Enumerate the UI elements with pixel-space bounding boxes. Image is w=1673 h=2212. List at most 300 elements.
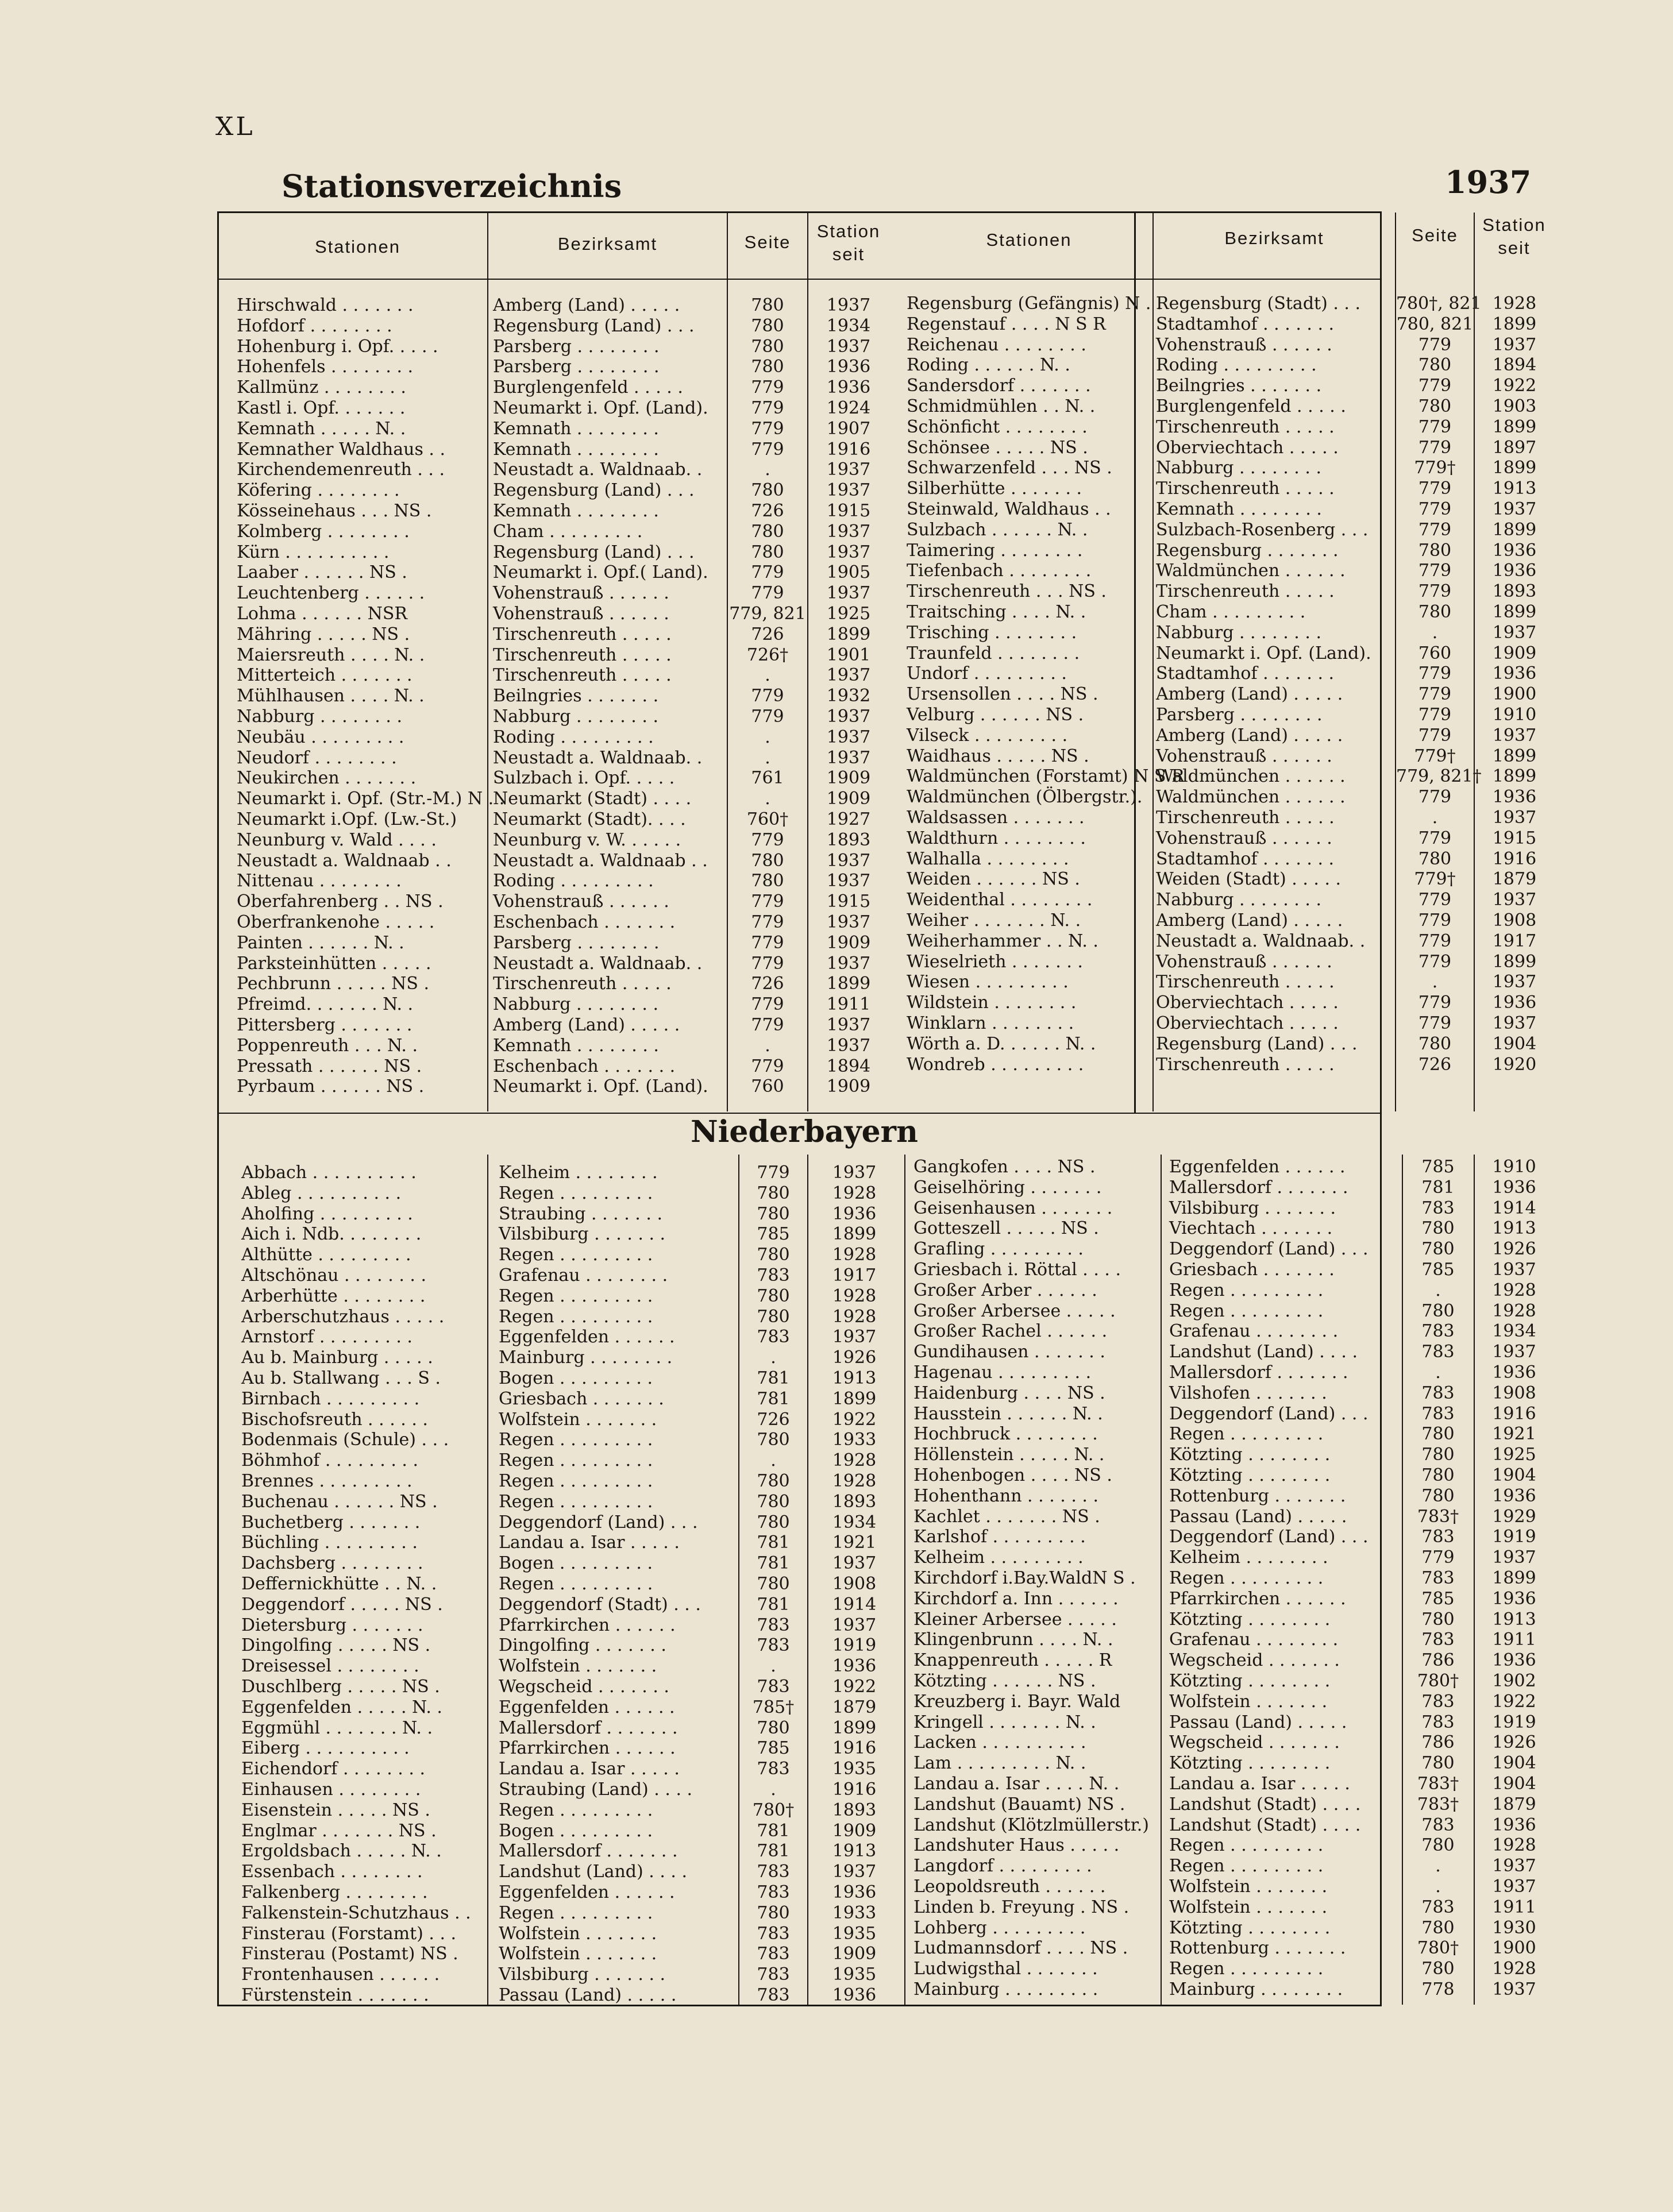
since-year: 1934 [1492, 1321, 1536, 1342]
page-ref: 779 [1418, 684, 1452, 705]
station-name: Hohenburg i. Opf. . . . . [237, 336, 438, 357]
district-name: Griesbach . . . . . . . [1169, 1260, 1335, 1280]
district-name: Kemnath . . . . . . . . [493, 1035, 659, 1056]
since-year: 1879 [832, 1697, 877, 1717]
page-ref: 786 [1421, 1732, 1455, 1753]
station-name: Schwarzenfeld . . . NS . [907, 458, 1112, 478]
page-ref: 779 [1418, 787, 1452, 808]
page-ref: 779 [751, 377, 784, 398]
since-year: 1899 [1492, 519, 1537, 540]
table-row [0, 1301, 1673, 1322]
page-ref: 780 [757, 1285, 790, 1306]
since-year: 1926 [1492, 1239, 1536, 1260]
station-name: Pittersberg . . . . . . . [237, 1015, 413, 1035]
since-year: 1920 [1492, 1054, 1537, 1075]
table-row [0, 1321, 1673, 1342]
page-ref: . [765, 460, 770, 480]
header-stations-left: Stationen [315, 237, 400, 257]
page-ref: 780 [1421, 1239, 1455, 1260]
since-year: 1901 [826, 644, 871, 665]
station-name: Knappenreuth . . . . . R [913, 1650, 1112, 1671]
since-year: 1936 [1492, 1177, 1536, 1198]
page-ref: 779 [751, 891, 784, 912]
station-name: Falkenstein-Schutzhaus . . [241, 1902, 471, 1923]
district-name: Bogen . . . . . . . . . [499, 1553, 653, 1574]
district-name: Regen . . . . . . . . . [1169, 1959, 1324, 1979]
since-year: 1928 [1492, 294, 1537, 314]
station-name: Karlshof . . . . . . . . . [913, 1527, 1086, 1547]
since-year: 1904 [1492, 1753, 1536, 1774]
table-row [0, 541, 1673, 561]
page-ref: 726† [746, 644, 789, 665]
since-year: 1893 [1492, 581, 1537, 602]
district-name: Wolfstein . . . . . . . [499, 1409, 657, 1430]
district-name: Burglengenfeld . . . . . [1156, 396, 1346, 416]
station-name: Kelheim . . . . . . . . . [913, 1547, 1084, 1568]
since-year: 1937 [826, 583, 871, 604]
page-ref: . [1435, 1877, 1441, 1897]
station-name: Waldsassen . . . . . . . [907, 808, 1085, 828]
station-name: Poppenreuth . . . N. . [237, 1035, 418, 1056]
page-ref: 779 [751, 439, 784, 460]
station-name: Kötzting . . . . . . NS . [913, 1671, 1096, 1691]
since-year: 1928 [832, 1306, 877, 1327]
page-ref: 785 [1421, 1157, 1455, 1177]
table-row [0, 1547, 1673, 1568]
table-row [0, 438, 1673, 458]
district-name: Regensburg (Land) . . . [493, 315, 695, 336]
station-name: Großer Arbersee . . . . . [913, 1300, 1116, 1321]
since-year: 1935 [832, 1759, 877, 1779]
station-name: Essenbach . . . . . . . . [241, 1862, 423, 1882]
station-name: Winklarn . . . . . . . . [907, 1013, 1074, 1033]
page-ref: 779 [751, 953, 784, 974]
page-ref: 780 [757, 1574, 790, 1594]
page-ref: 783 [757, 1635, 790, 1656]
page-ref: 781 [757, 1532, 790, 1553]
district-name: Eggenfelden . . . . . . [499, 1697, 675, 1717]
page-ref: 779† [1414, 746, 1456, 766]
table-row [0, 1732, 1673, 1753]
since-year: 1922 [1492, 1691, 1536, 1712]
table-row [0, 314, 1673, 335]
station-name: Schönficht . . . . . . . . [907, 416, 1088, 437]
section-rule [218, 1113, 1380, 1114]
district-name: Nabburg . . . . . . . . [1156, 622, 1321, 643]
page-ref: 780 [1418, 396, 1452, 416]
since-year: 1937 [826, 521, 871, 542]
table-row [0, 396, 1673, 417]
station-name: Höllenstein . . . . . N. . [913, 1445, 1105, 1465]
station-name: Landshut (Bauamt) NS . [913, 1794, 1125, 1815]
page-ref: 780 [1421, 1609, 1455, 1630]
station-name: Landshut (Klötzlmüllerstr.) [913, 1815, 1149, 1835]
station-name: Regensburg (Gefängnis) N . . [907, 294, 1162, 314]
station-name: Abbach . . . . . . . . . . [241, 1163, 417, 1183]
district-name: Vilsbiburg . . . . . . . [499, 1224, 666, 1245]
since-year: 1934 [832, 1512, 877, 1532]
table-row [0, 1650, 1673, 1671]
page-ref: 779 [1418, 993, 1452, 1013]
since-year: 1936 [1492, 1588, 1536, 1609]
district-name: Beilngries . . . . . . . [1156, 376, 1322, 396]
page-ref: 783 [1421, 1383, 1455, 1403]
table-row [0, 355, 1673, 376]
table-row [0, 623, 1673, 643]
since-year: 1907 [826, 418, 871, 439]
district-name: Roding . . . . . . . . . [493, 727, 654, 747]
since-year: 1928 [1492, 1300, 1536, 1321]
station-name: Neustadt a. Waldnaab . . [237, 850, 452, 871]
since-year: 1905 [826, 562, 871, 583]
station-name: Eiberg . . . . . . . . . . [241, 1738, 410, 1759]
district-name: Deggendorf (Land) . . . [1169, 1239, 1369, 1260]
page-ref: 780 [757, 1491, 790, 1512]
since-year: 1919 [1492, 1712, 1536, 1732]
station-name: Kürn . . . . . . . . . . [237, 542, 390, 562]
station-name: Büchling . . . . . . . . . [241, 1532, 418, 1553]
station-name: Falkenberg . . . . . . . . [241, 1882, 428, 1902]
page-ref: 726 [757, 1409, 790, 1430]
district-name: Passau (Land) . . . . . [499, 1985, 677, 2005]
since-year: 1937 [1492, 1856, 1536, 1877]
station-name: Mähring . . . . . NS . [237, 624, 410, 644]
since-year: 1916 [832, 1779, 877, 1800]
district-name: Roding . . . . . . . . . [1156, 355, 1317, 376]
since-year: 1916 [1492, 848, 1537, 869]
station-name: Griesbach i. Röttal . . . . [913, 1260, 1121, 1280]
table-row [0, 1774, 1673, 1794]
page-ref: 781 [757, 1388, 790, 1409]
since-year: 1904 [1492, 1033, 1537, 1054]
page-ref: . [765, 1035, 770, 1056]
station-name: Duschlberg . . . . . NS . [241, 1677, 440, 1697]
since-year: 1937 [826, 871, 871, 891]
station-name: Eisenstein . . . . . NS . [241, 1800, 430, 1820]
station-name: Wildstein . . . . . . . . [907, 993, 1077, 1013]
page-ref: 779 [751, 1056, 784, 1076]
table-row [0, 705, 1673, 725]
district-name: Kemnath . . . . . . . . [1156, 499, 1322, 519]
district-name: Deggendorf (Land) . . . [1169, 1527, 1369, 1547]
district-name: Amberg (Land) . . . . . [1156, 684, 1343, 705]
station-name: Painten . . . . . . N. . [237, 932, 404, 953]
page-ref: 783 [1421, 1321, 1455, 1342]
since-year: 1916 [1492, 1403, 1536, 1424]
district-name: Regen . . . . . . . . . [1169, 1280, 1324, 1300]
since-year: 1922 [1492, 376, 1537, 396]
station-name: Hausstein . . . . . . N. . [913, 1403, 1103, 1424]
page-ref: 783 [757, 1944, 790, 1964]
table-row [0, 458, 1673, 478]
district-name: Tirschenreuth . . . . . [1156, 1054, 1335, 1075]
station-name: Au b. Stallwang . . . S . [241, 1368, 441, 1388]
page-ref: 783 [757, 1862, 790, 1882]
since-year: 1915 [1492, 828, 1537, 848]
district-name: Wegscheid . . . . . . . [1169, 1732, 1340, 1753]
since-year: 1926 [832, 1348, 877, 1368]
page-ref: 779 [1418, 828, 1452, 848]
page-ref: 785 [1421, 1588, 1455, 1609]
district-name: Tirschenreuth . . . . . [1156, 972, 1335, 993]
since-year: 1936 [832, 1656, 877, 1677]
since-year: 1899 [1492, 602, 1537, 622]
station-name: Schmidmühlen . . N. . [907, 396, 1096, 416]
since-year: 1899 [1492, 951, 1537, 972]
since-year: 1928 [832, 1471, 877, 1491]
district-name: Wolfstein . . . . . . . [1169, 1691, 1328, 1712]
district-name: Sulzbach-Rosenberg . . . [1156, 519, 1369, 540]
page-ref: 783† [1417, 1774, 1459, 1794]
since-year: 1913 [832, 1841, 877, 1862]
page-ref: 781 [757, 1553, 790, 1574]
table-row [0, 808, 1673, 828]
page-ref: 779 [1418, 1013, 1452, 1033]
page-ref: 781 [757, 1820, 790, 1841]
page-ref: 785† [752, 1697, 795, 1717]
since-year: 1936 [832, 1985, 877, 2005]
station-name: Neunburg v. Wald . . . . [237, 829, 437, 850]
district-name: Weiden (Stadt) . . . . . [1156, 869, 1342, 890]
district-name: Neunburg v. W. . . . . . [493, 829, 681, 850]
station-name: Leopoldsreuth . . . . . . [913, 1877, 1106, 1897]
since-year: 1936 [826, 357, 871, 377]
since-year: 1937 [826, 336, 871, 357]
district-name: Wegscheid . . . . . . . [1169, 1650, 1340, 1671]
page-ref: 760 [751, 1076, 784, 1097]
station-name: Oberfrankenohe . . . . . [237, 912, 435, 932]
station-name: Dachsberg . . . . . . . . [241, 1553, 423, 1574]
district-name: Tirschenreuth . . . . . [493, 665, 672, 686]
page-ref: 783 [757, 1759, 790, 1779]
page-ref: 780 [757, 1245, 790, 1265]
page-ref: 726 [1418, 1054, 1452, 1075]
station-name: Pfreimd. . . . . . . N. . [237, 994, 414, 1015]
district-name: Vohenstrauß . . . . . . [1156, 828, 1332, 848]
station-name: Arnstorf . . . . . . . . . [241, 1327, 413, 1348]
since-year: 1937 [826, 480, 871, 501]
station-name: Hofdorf . . . . . . . . [237, 315, 392, 336]
since-year: 1937 [826, 1035, 871, 1056]
page-ref: 779 [1418, 376, 1452, 396]
district-name: Wolfstein . . . . . . . [1169, 1897, 1328, 1917]
table-row [0, 952, 1673, 972]
station-name: Kösseinehaus . . . NS . [237, 501, 432, 521]
district-name: Tirschenreuth . . . . . [1156, 581, 1335, 602]
table-row [0, 1568, 1673, 1589]
district-name: Regen . . . . . . . . . [499, 1245, 653, 1265]
page-ref: 780 [1418, 1033, 1452, 1054]
station-name: Frontenhausen . . . . . . [241, 1964, 440, 1985]
page-ref: 783 [1421, 1630, 1455, 1650]
page-ref: 780 [751, 336, 784, 357]
district-name: Parsberg . . . . . . . . [493, 357, 660, 377]
page-ref: . [765, 789, 770, 809]
since-year: 1937 [1492, 1342, 1536, 1362]
district-name: Bogen . . . . . . . . . [499, 1820, 653, 1841]
since-year: 1909 [832, 1944, 877, 1964]
since-year: 1893 [832, 1800, 877, 1820]
since-year: 1913 [1492, 478, 1537, 499]
since-year: 1899 [1492, 416, 1537, 437]
station-name: Reichenau . . . . . . . . [907, 334, 1086, 355]
station-name: Geiselhöring . . . . . . . [913, 1177, 1102, 1198]
since-year: 1936 [1492, 993, 1537, 1013]
district-name: Eggenfelden . . . . . . [499, 1882, 675, 1902]
since-year: 1879 [1492, 869, 1537, 890]
station-name: Kreuzberg i. Bayr. Wald [913, 1691, 1121, 1712]
page-ref: 783 [757, 1985, 790, 2005]
district-name: Regen . . . . . . . . . [499, 1491, 653, 1512]
district-name: Vohenstrauß . . . . . . [493, 604, 669, 624]
district-name: Parsberg . . . . . . . . [493, 336, 660, 357]
page-ref: 779† [1414, 458, 1456, 478]
since-year: 1936 [826, 377, 871, 398]
since-year: 1936 [1492, 787, 1537, 808]
page-ref: 779 [1418, 478, 1452, 499]
since-year: 1937 [826, 850, 871, 871]
district-name: Regen . . . . . . . . . [499, 1430, 653, 1450]
since-year: 1937 [826, 747, 871, 768]
district-name: Rottenburg . . . . . . . [1169, 1938, 1346, 1959]
district-name: Regen . . . . . . . . . [499, 1450, 653, 1471]
page-ref: 779 [1418, 663, 1452, 684]
page-ref: 780 [1418, 355, 1452, 376]
page-ref: . [770, 1779, 776, 1800]
since-year: 1909 [826, 768, 871, 789]
station-name: Einhausen . . . . . . . . [241, 1779, 421, 1800]
since-year: 1921 [832, 1532, 877, 1553]
table-row [0, 1979, 1673, 2000]
since-year: 1928 [832, 1285, 877, 1306]
station-name: Althütte . . . . . . . . . [241, 1245, 411, 1265]
station-name: Waidhaus . . . . . NS . [907, 746, 1089, 766]
page-ref: 780 [757, 1471, 790, 1491]
district-name: Regensburg (Land) . . . [493, 480, 695, 501]
since-year: 1899 [832, 1388, 877, 1409]
since-year: 1928 [1492, 1280, 1536, 1300]
district-name: Stadtamhof . . . . . . . [1156, 848, 1335, 869]
station-name: Wiesen . . . . . . . . . [907, 972, 1069, 993]
since-year: 1910 [1492, 705, 1537, 725]
table-row [0, 1507, 1673, 1527]
page-ref: 785 [757, 1224, 790, 1245]
table-row [0, 1753, 1673, 1774]
table-row [0, 1218, 1673, 1239]
page-ref: 779 [751, 994, 784, 1015]
since-year: 1936 [1492, 1362, 1536, 1383]
table-row [0, 993, 1673, 1013]
district-name: Nabburg . . . . . . . . [1156, 890, 1321, 910]
page-ref: 783 [1421, 1815, 1455, 1835]
table-row [0, 1630, 1673, 1650]
since-year: 1937 [826, 295, 871, 315]
station-name: Kachlet . . . . . . . NS . [913, 1506, 1100, 1527]
since-year: 1937 [826, 665, 871, 686]
station-name: Finsterau (Forstamt) . . . [241, 1923, 457, 1944]
district-name: Vilshofen . . . . . . . [1169, 1383, 1327, 1403]
since-year: 1919 [1492, 1527, 1536, 1547]
station-name: Eggmühl . . . . . . . N. . [241, 1717, 433, 1738]
page-ref: 780 [751, 480, 784, 501]
table-row [0, 1959, 1673, 1979]
district-name: Parsberg . . . . . . . . [1156, 705, 1323, 725]
table-row [0, 1178, 1673, 1198]
district-name: Wegscheid . . . . . . . [499, 1677, 669, 1697]
table-row [0, 849, 1673, 870]
since-year: 1894 [826, 1056, 871, 1076]
since-year: 1916 [832, 1738, 877, 1759]
district-name: Landau a. Isar . . . . . [1169, 1774, 1350, 1794]
district-name: Pfarrkirchen . . . . . . [1169, 1588, 1346, 1609]
district-name: Kötzting . . . . . . . . [1169, 1671, 1331, 1691]
page-ref: 780 [751, 357, 784, 377]
page-ref: 726 [751, 501, 784, 521]
header-page-left: Seite [744, 232, 791, 252]
since-year: 1937 [826, 1015, 871, 1035]
table-row [0, 1692, 1673, 1712]
page-ref: 783 [757, 1677, 790, 1697]
table-row [0, 1856, 1673, 1877]
page-ref: . [1432, 808, 1438, 828]
page-ref: . [1432, 622, 1438, 643]
station-name: Ludwigsthal . . . . . . . [913, 1959, 1098, 1979]
page-ref: 783 [757, 1964, 790, 1985]
since-year: 1904 [1492, 1465, 1536, 1485]
page-ref: 779 [1418, 951, 1452, 972]
page-ref: 781 [757, 1841, 790, 1862]
table-row [0, 1445, 1673, 1465]
station-name: Ludmannsdorf . . . . NS . [913, 1938, 1128, 1959]
table-row [0, 746, 1673, 767]
page-ref: 780 [1421, 1753, 1455, 1774]
since-year: 1936 [832, 1882, 877, 1902]
station-name: Buchenau . . . . . . NS . [241, 1491, 438, 1512]
table-row [0, 766, 1673, 787]
page-ref: 780, 821 [1396, 314, 1474, 334]
page-ref: 783 [1421, 1198, 1455, 1218]
district-name: Tirschenreuth . . . . . [493, 644, 672, 665]
page-ref: 783 [757, 1923, 790, 1944]
district-name: Oberviechtach . . . . . [1156, 437, 1339, 458]
page-ref: 783 [757, 1615, 790, 1635]
page-ref: 778 [1421, 1979, 1455, 1999]
page-ref: 780 [751, 295, 784, 315]
since-year: 1933 [832, 1430, 877, 1450]
station-name: Eichendorf . . . . . . . . [241, 1759, 425, 1779]
station-name: Aich i. Ndb. . . . . . . . [241, 1224, 422, 1245]
station-name: Neubäu . . . . . . . . . [237, 727, 404, 747]
station-name: Hohenbogen . . . . NS . [913, 1465, 1112, 1485]
since-year: 1926 [1492, 1732, 1536, 1753]
since-year: 1937 [1492, 725, 1537, 746]
district-name: Regen . . . . . . . . . [499, 1574, 653, 1594]
district-name: Kelheim . . . . . . . . [1169, 1547, 1328, 1568]
page-ref: 781 [757, 1594, 790, 1615]
since-year: 1921 [1492, 1424, 1536, 1445]
district-name: Oberviechtach . . . . . [1156, 993, 1339, 1013]
since-year: 1899 [1492, 458, 1537, 478]
table-row [0, 1342, 1673, 1362]
page-ref: 780 [757, 1306, 790, 1327]
since-year: 1937 [1492, 499, 1537, 519]
since-year: 1908 [1492, 1383, 1536, 1403]
table-row [0, 663, 1673, 684]
station-name: Altschönau . . . . . . . . [241, 1265, 427, 1285]
station-name: Weiherhammer . . N. . [907, 931, 1098, 951]
page-ref: 779 [1418, 437, 1452, 458]
table-row [0, 294, 1673, 314]
